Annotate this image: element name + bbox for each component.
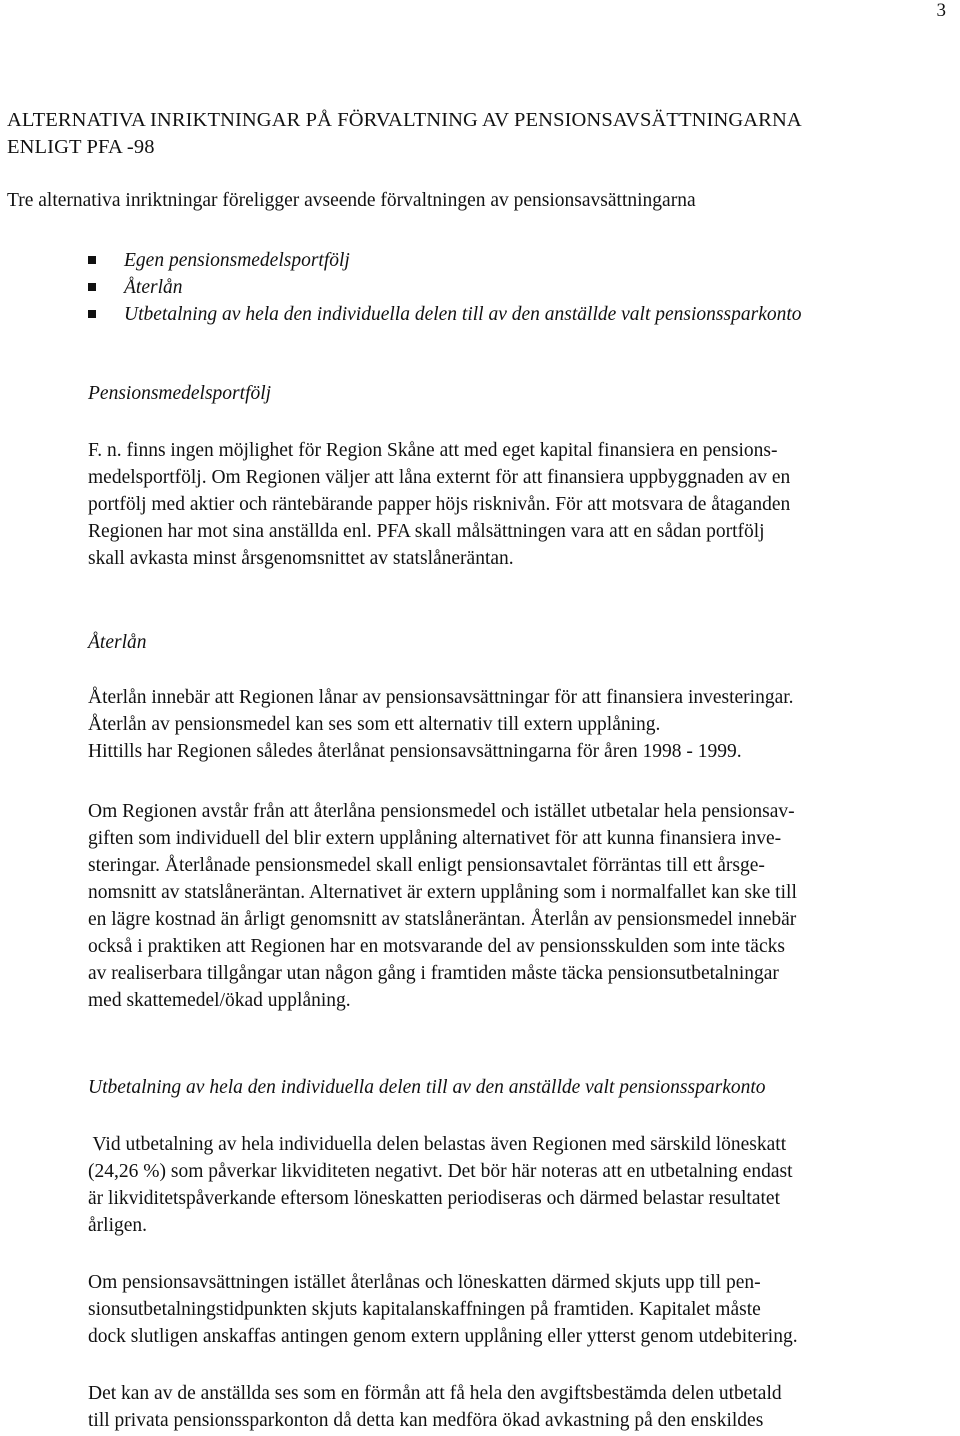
text-line: F. n. finns ingen möjlighet för Region Skåne att med eget kapital finansiera en pensions- — [88, 440, 778, 461]
text-line: är likviditetspåverkande eftersom löneskatten periodiseras och därmed belastar resultatet — [88, 1188, 780, 1209]
text-line: Vid utbetalning av hela individuella delen belastas även Regionen med särskild löneskatt — [88, 1134, 787, 1155]
list-item: Egen pensionsmedelsportfölj — [88, 247, 802, 274]
title-line: ENLIGT PFA -98 — [7, 136, 155, 158]
list-item: Utbetalning av hela den individuella delen till av den anställde valt pensionssparkonto — [88, 301, 802, 328]
document-title — [7, 107, 952, 161]
text-line: skall avkasta minst årsgenomsnittet av statslåneräntan. — [88, 548, 514, 569]
section-heading-reloan: Återlån — [88, 632, 147, 653]
intro-text: Tre alternativa inriktningar föreligger avseende förvaltningen av pensionsavsättningarna — [7, 190, 696, 211]
text-line: nomsnitt av statslåneräntan. Alternativet är extern upplåning som i normalfallet kan ske till — [88, 882, 797, 903]
text-line: till privata pensionssparkonton då detta kan medföra ökad avkastning på den enskildes — [88, 1410, 764, 1431]
text-line: (24,26 %) som påverkar likviditeten negativt. Det bör här noteras att en utbetalning endast — [88, 1161, 793, 1182]
text-line: årligen. — [88, 1215, 148, 1236]
paragraph-portfolio — [88, 437, 790, 572]
text-line: med skattemedel/ökad upplåning. — [88, 990, 351, 1011]
text-line: steringar. Återlånade pensionsmedel skall enligt pensionsavtalet förräntas till ett årsge- — [88, 855, 765, 876]
text-line: Hittills har Regionen således återlånat pensionsavsättningarna för åren 1998 - 1999. — [88, 741, 742, 762]
page-number: 3 — [936, 0, 946, 21]
text-line: Det kan av de anställda ses som en förmån att få hela den avgiftsbestämda delen utbetald — [88, 1383, 782, 1404]
title-line: ALTERNATIVA INRIKTNINGAR PÅ FÖRVALTNING AV PENSIONSAVSÄTTNINGARNA — [7, 109, 802, 131]
text-line: Om pensionsavsättningen istället återlånas och löneskatten därmed skjuts upp till pen- — [88, 1272, 761, 1293]
text-line: Återlån av pensionsmedel kan ses som ett alternativ till extern upplåning. — [88, 714, 661, 735]
section-heading-payout: Utbetalning av hela den individuella delen till av den anställde valt pensionssparkonto — [88, 1077, 766, 1098]
text-line: en lägre kostnad än årligt genomsnitt av statslåneräntan. Återlån av pensionsmedel innebär — [88, 909, 797, 930]
square-bullet-icon — [88, 256, 96, 264]
section-heading-portfolio: Pensionsmedelsportfölj — [88, 383, 272, 404]
square-bullet-icon — [88, 310, 96, 318]
paragraph-reloan-2 — [88, 798, 797, 1014]
text-line: Regionen har mot sina anställda enl. PFA skall målsättningen vara att en sådan portfölj — [88, 521, 765, 542]
square-bullet-icon — [88, 283, 96, 291]
text-line: giften som individuell del blir extern upplåning alternativet för att kunna finansiera inve- — [88, 828, 782, 849]
text-line: av realiserbara tillgångar utan någon gång i framtiden måste täcka pensionsutbetalningar — [88, 963, 779, 984]
text-line: portfölj med aktier och räntebärande papper höjs risknivån. För att motsvara de åtaganden — [88, 494, 791, 515]
list-item: Återlån — [88, 274, 802, 301]
text-line: Om Regionen avstår från att återlåna pensionsmedel och istället utbetalar hela pensionsav- — [88, 801, 795, 822]
alternatives-list — [88, 247, 802, 328]
paragraph-reloan-1 — [88, 684, 794, 765]
text-line: sionsutbetalningstidpunkten skjuts kapitalanskaffningen på framtiden. Kapitalet måste — [88, 1299, 761, 1320]
text-line: dock slutligen anskaffas antingen genom extern upplåning eller ytterst genom utdebitering. — [88, 1326, 798, 1347]
paragraph-payout-1 — [88, 1131, 793, 1239]
text-line: Återlån innebär att Regionen lånar av pensionsavsättningar för att finansiera investeringar. — [88, 687, 794, 708]
text-line: också i praktiken att Regionen har en motsvarande del av pensionsskulden som inte täcks — [88, 936, 785, 957]
text-line: medelsportfölj. Om Regionen väljer att låna externt för att finansiera uppbyggnaden av en — [88, 467, 791, 488]
paragraph-payout-3 — [88, 1380, 782, 1434]
paragraph-payout-2 — [88, 1269, 798, 1350]
